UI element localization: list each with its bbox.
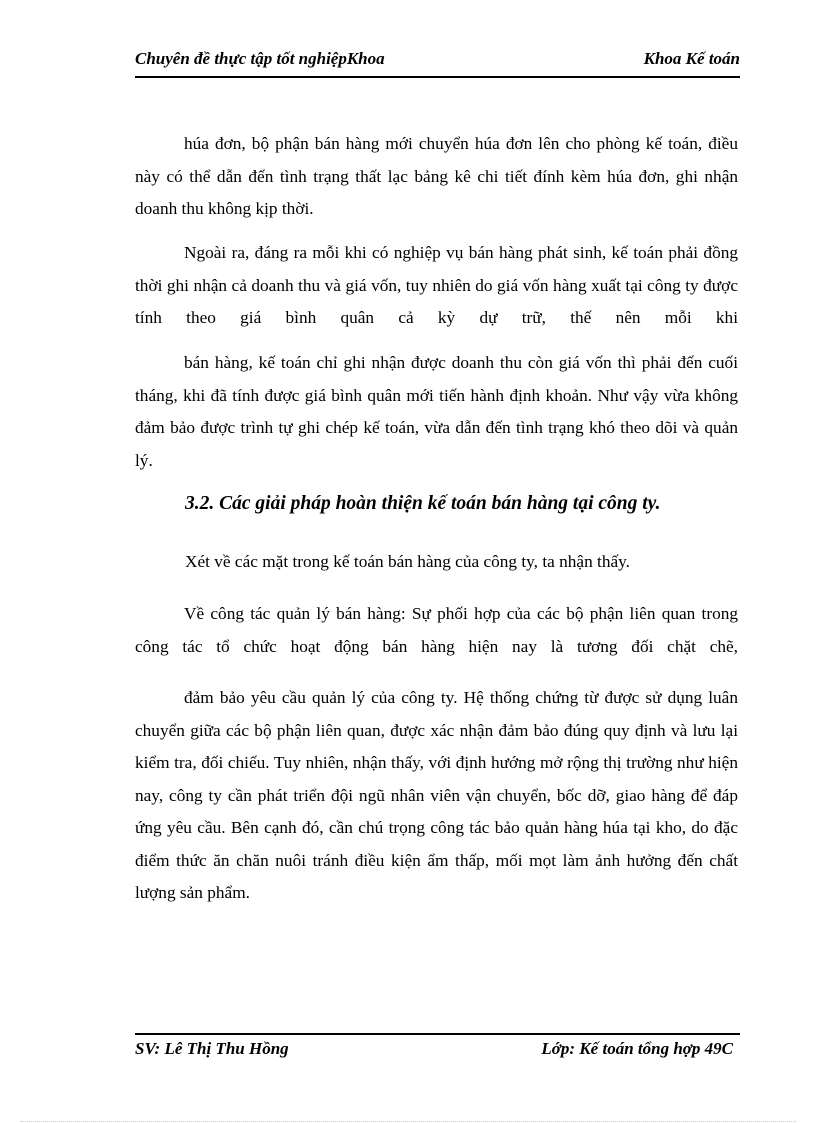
footer-class: Lớp: Kế toán tổng hợp 49C [541,1039,733,1058]
paragraph-invoice-delay: húa đơn, bộ phận bán hàng mới chuyển húa đơn lên cho phòng kế toán, điều này có thể dẫn đến tình trạng thất lạc bảng kê chi tiết đính kèm húa đơn, ghi nhận doanh thu không kịp thời. [135,134,738,218]
paragraph-cost-recording: Ngoài ra, đáng ra mỗi khi có nghiệp vụ bán hàng phát sinh, kế toán phải đồng thời ghi nhận cả doanh thu và giá vốn, tuy nhiên do giá vốn hàng xuất tại công ty được tính theo giá bình quân cả kỳ dự trữ, thế nên mỗi khi [135,243,738,327]
paragraph-sales-management: Về công tác quản lý bán hàng: Sự phối hợp của các bộ phận liên quan trong công tác tổ chức hoạt động bán hàng hiện nay là tương đối chặt chẽ, [135,604,738,656]
page-edge-divider [20,1121,796,1122]
page-footer [135,1033,740,1065]
paragraph-documents: đảm bảo yêu cầu quản lý của công ty. Hệ thống chứng từ được sử dụng luân chuyển giữa các bộ phận liên quan, được xác nhận đảm bảo đúng quy định và lưu lại kiểm tra, đối chiếu. Tuy nhiên, nhận thấy, với định hướng mở rộng thị trường như hiện nay, công ty cần phát triển đội ngũ nhân viên vận chuyển, bốc dỡ, giao hàng để đáp ứng yêu cầu. Bên cạnh đó, cần chú trọng công tác bảo quản hàng húa tại kho, do đặc điểm thức ăn chăn nuôi tránh điều kiện ẩm thấp, mối mọt làm ảnh hưởng đến chất lượng sản phẩm. [135,688,738,902]
footer-student: SV: Lê Thị Thu Hồng [135,1039,289,1058]
paragraph-observation: Xét về các mặt trong kế toán bán hàng của công ty, ta nhận thấy. [185,552,630,571]
paragraph-month-end: bán hàng, kế toán chỉ ghi nhận được doanh thu còn giá vốn thì phải đến cuối tháng, khi đã tính được giá bình quân mới tiến hành định khoản. Như vậy vừa không đảm bảo được trình tự ghi chép kế toán, vừa dẫn đến tình trạng khó theo dõi và quản lý. [135,353,738,470]
header-department: Khoa Kế toán [643,49,740,68]
header-title: Chuyên đề thực tập tốt nghiệpKhoa [135,49,385,68]
section-heading: 3.2. Các giải pháp hoàn thiện kế toán bán hàng tại công ty. [185,493,661,514]
page-header [135,46,740,78]
